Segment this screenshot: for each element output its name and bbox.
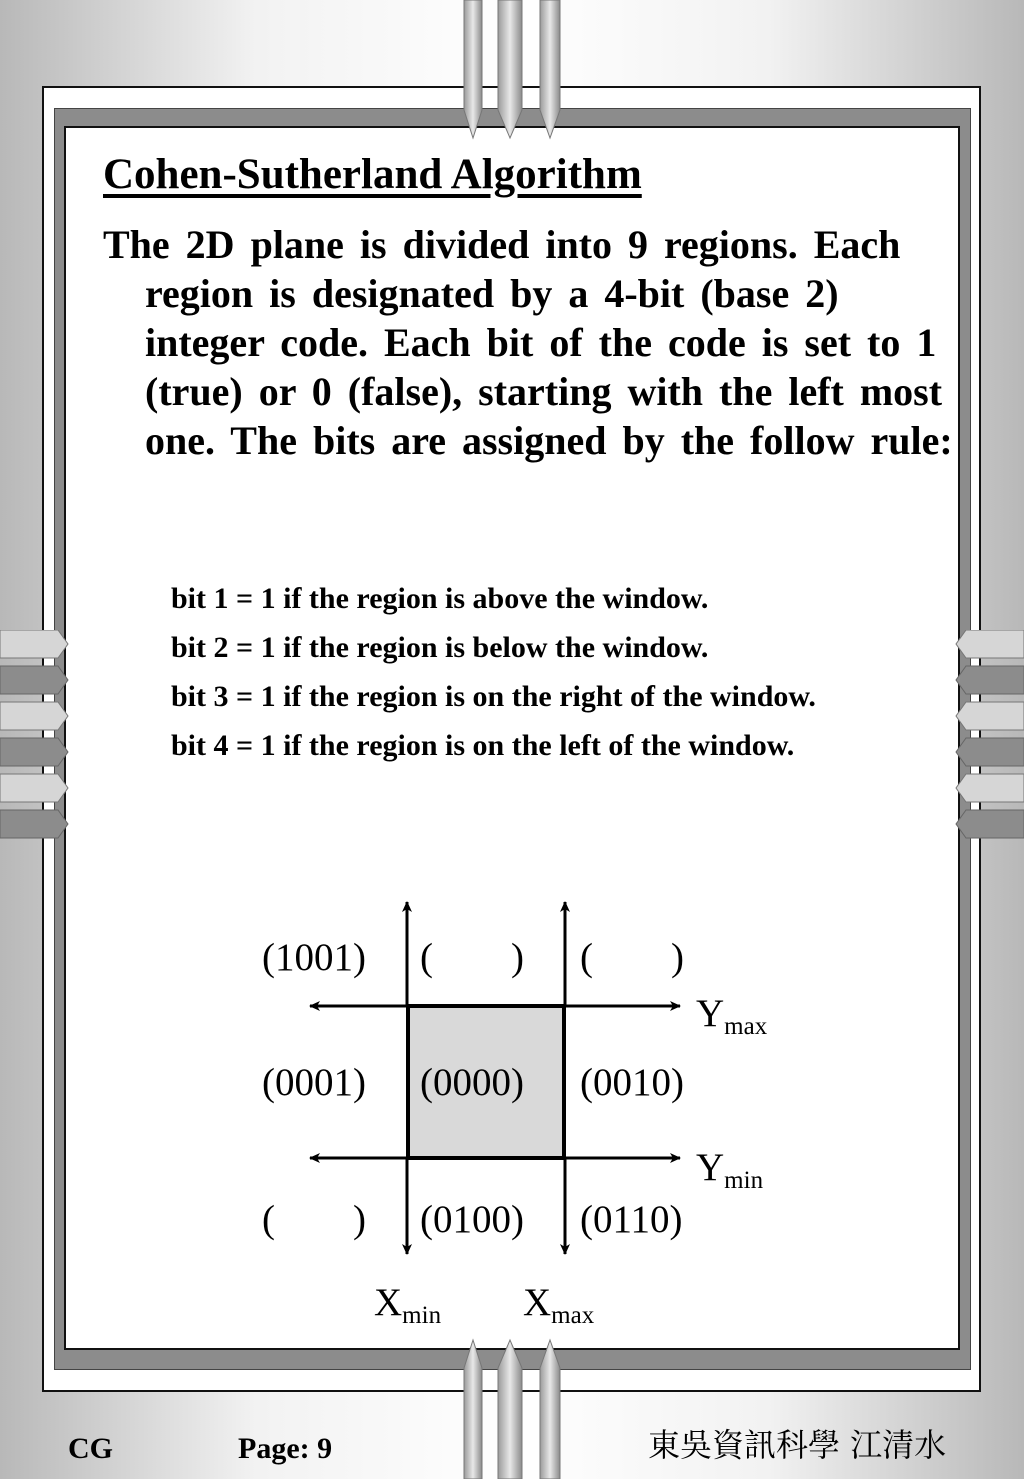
left-side-tabs-decoration xyxy=(0,630,70,850)
xmax-label: $X_{max}$ xyxy=(523,1281,595,1329)
bit-rules-list xyxy=(171,574,816,770)
ymin-label: $Y_{min}$ xyxy=(696,1146,764,1194)
region-bottom-left: ( ) xyxy=(262,1198,366,1241)
footer-page-number: Page: 9 xyxy=(238,1432,333,1465)
slide-title: Cohen-Sutherland Algorithm xyxy=(103,151,642,198)
xmin-label: $X_{min}$ xyxy=(374,1281,442,1329)
footer-course: CG xyxy=(68,1432,113,1465)
footer-author: 東吳資訊科學 江清水 xyxy=(648,1426,947,1464)
bit-rule-3: bit 3 = 1 if the region is on the right of the window. xyxy=(171,680,816,713)
intro-paragraph: The 2D plane is divided into 9 regions. Each region is designated by a 4-bit (base 2) integer code. Each bit of the code is set to 1 (true) or 0 (false), starting with the left most one. The bits are assigned by the follow rule: xyxy=(103,222,953,463)
top-pillars-decoration xyxy=(460,0,564,140)
ymax-label: $Y_{max}$ xyxy=(696,992,768,1040)
bit-rule-4: bit 4 = 1 if the region is on the left of the window. xyxy=(171,729,795,762)
region-middle-left: (0001) xyxy=(262,1061,366,1104)
bit-rule-2: bit 2 = 1 if the region is below the window. xyxy=(171,631,709,664)
right-side-tabs-decoration xyxy=(954,630,1024,850)
region-top-left: (1001) xyxy=(262,936,366,979)
bit-rule-1: bit 1 = 1 if the region is above the window. xyxy=(171,582,709,615)
region-middle-right: (0010) xyxy=(580,1061,684,1104)
bottom-pillars-decoration xyxy=(460,1338,564,1479)
region-code-diagram xyxy=(250,890,810,1340)
region-middle-center: (0000) xyxy=(420,1061,524,1104)
region-bottom-right: (0110) xyxy=(580,1198,683,1241)
region-bottom-center: (0100) xyxy=(420,1198,524,1241)
region-top-center: ( ) xyxy=(420,936,524,979)
region-top-right: ( ) xyxy=(580,936,684,979)
